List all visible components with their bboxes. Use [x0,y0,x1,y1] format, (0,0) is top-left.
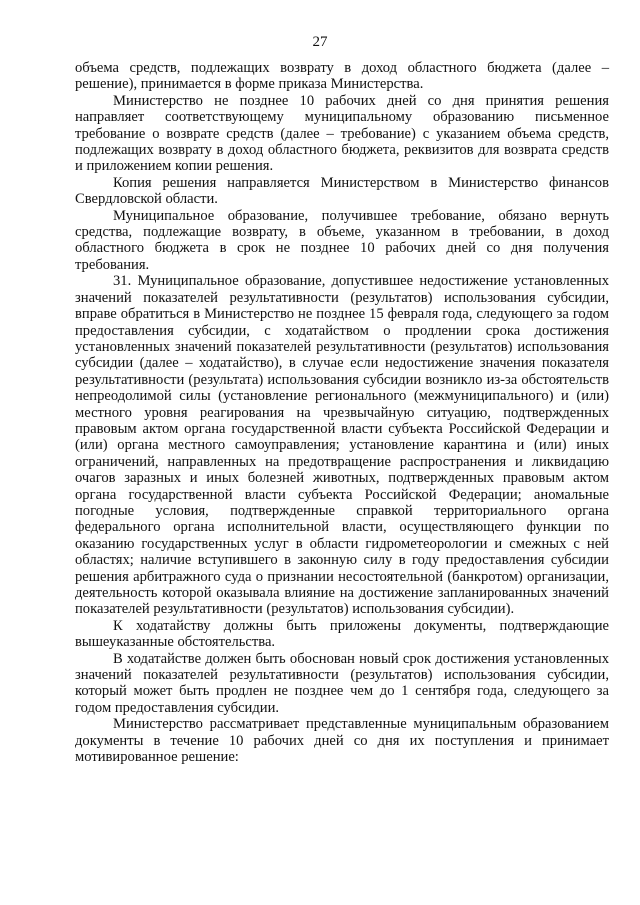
paragraph-ministry-review: Министерство рассматривает представленные муниципальным образованием документы в течение 10 рабочих дней со дня их поступления и принимает мотивированное решение: [75,716,609,766]
paragraph-new-deadline: В ходатайстве должен быть обоснован новый срок достижения установленных значений показателей результативности (результатов) использования субсидии, который может быть продлен не позднее чем до 1 сентября года, следующего за годом предоставления субсидии. [75,650,609,716]
page-number: 27 [312,34,328,50]
paragraph-ministry-requirement: Министерство не позднее 10 рабочих дней со дня принятия решения направляет соответствующему муниципальному образованию письменное требование о возврате средств (далее – требование) с указанием объема средств, подлежащих возврату в доход областного бюджета, реквизитов для возврата средств и приложением копии решения. [75,92,609,175]
paragraph-return-funds: Муниципальное образование, получившее требование, обязано вернуть средства, подлежащие возврату, в объеме, указанном в требовании, в доход областного бюджета в срок не позднее 10 рабочих дней со дня получения требования. [75,207,609,273]
paragraph-clause-31: 31. Муниципальное образование, допустившее недостижение установленных значений показателей результативности (результатов) использования субсидии, вправе обратиться в Министерство не позднее 15 февраля года, следующего за годом предоставления субсидии, с ходатайством о продлении срока достижения установленных значений показателей результативности (результатов) использования субсидии (далее – ходатайство), в случае если недостижение значения показателя результативности (результата) использования субсидии возникло из-за обстоятельств непреодолимой силы (установление регионального (межмуниципального) и (или) местного уровня реагирования на чрезвычайную ситуацию, подтвержденных правовым актом органа государственной власти субъекта Российской Федерации и (или) органа местного самоуправления; установление карантина и (или) иных ограничений, направленных на предотвращение распространения и ликвидацию очагов заразных и иных болезней животных, подтвержденных правовым актом органа государственной власти субъекта Российской Федерации; аномальные погодные условия, подтвержденные справкой территориального органа федерального органа исполнительной власти, осуществляющего функции по оказанию государственных услуг в области гидрометеорологии и смежных с ней областях; наличие вступившего в законную силу в году предоставления субсидии решения арбитражного суда о признании несостоятельной (банкротом) организации, деятельность которой оказывала влияние на достижение запланированных значений показателей результативности (результатов) использования субсидии). [75,273,609,618]
paragraph-continuation: объема средств, подлежащих возврату в доход областного бюджета (далее – решение), принимается в форме приказа Министерства. [75,60,609,93]
paragraph-attached-documents: К ходатайству должны быть приложены документы, подтверждающие вышеуказанные обстоятельства. [75,617,609,651]
document-body [75,60,609,765]
paragraph-copy-of-decision: Копия решения направляется Министерством в Министерство финансов Свердловской области. [75,174,609,208]
